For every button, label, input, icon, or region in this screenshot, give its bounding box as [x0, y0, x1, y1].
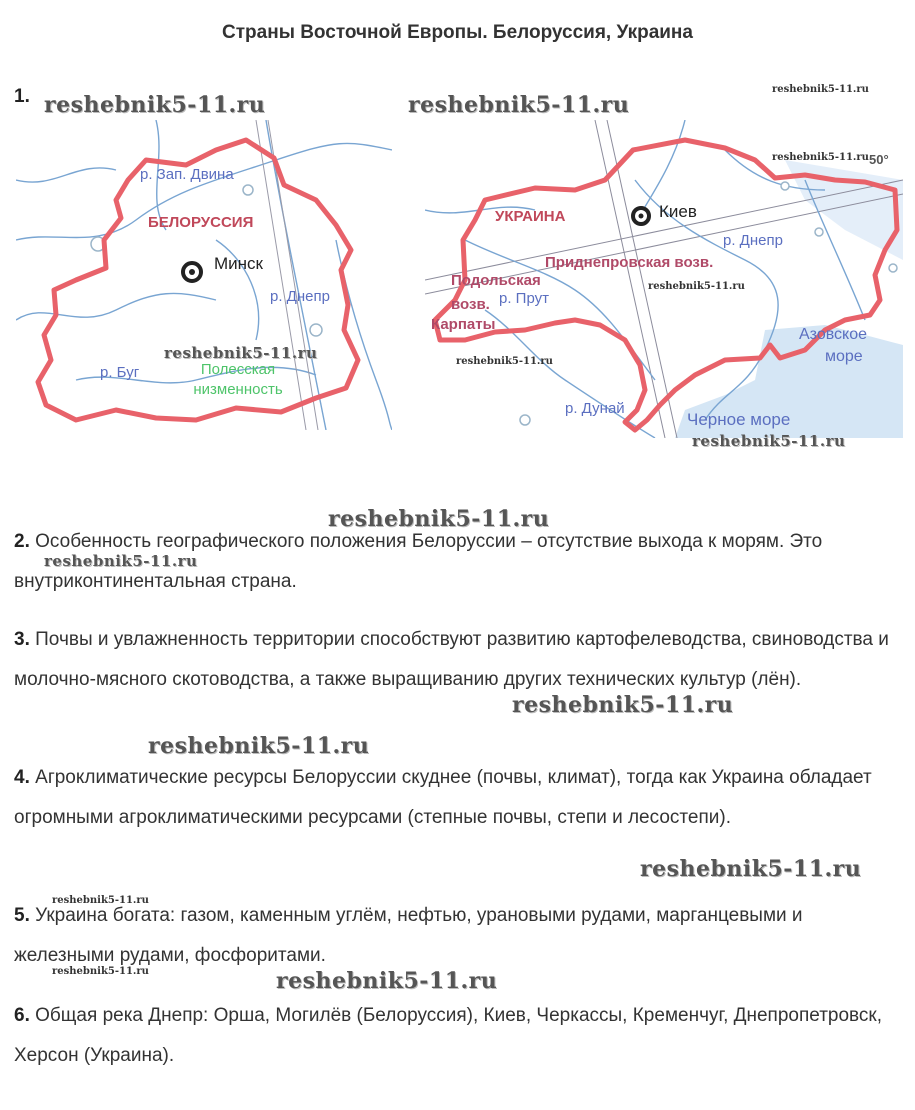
answer-text: Общая река Днепр: Орша, Могилёв (Белоруссия), Киев, Черкассы, Кременчуг, Днепропетровск, Херсон (Украина). — [14, 1005, 883, 1066]
watermark: reshebnik5-11.ru — [692, 432, 846, 450]
watermark: reshebnik5-11.ru — [640, 856, 862, 882]
answer-4 — [14, 758, 894, 838]
belarus-map — [16, 120, 392, 430]
river-dnepr-ua-label: р. Днепр — [723, 232, 783, 249]
polesie-lowland-label: Полесская низменность — [193, 361, 283, 398]
river-bug-label: р. Буг — [100, 364, 140, 381]
answer-text: Почвы и увлажненность территории способствуют развитию картофелеводства, свиноводства и молочно-мясного скотоводства, а также выращиванию других технических культур (лён). — [14, 629, 889, 690]
black-sea-label: Черное море — [687, 410, 791, 429]
answer-number: 5. — [14, 905, 30, 926]
river-zap-dvina-label: р. Зап. Двина — [140, 166, 234, 183]
watermark: reshebnik5-11.ru — [456, 356, 553, 367]
answer-text: Агроклиматические ресурсы Белоруссии скуднее (почвы, климат), тогда как Украина обладает огромными агроклиматическими ресурсами (степные почвы, степи и лесостепи). — [14, 767, 872, 828]
answer-text: Особенность географического положения Белоруссии – отсутствие выхода к морям. Это внутриконтинентальная страна. — [14, 531, 823, 592]
watermark: reshebnik5-11.ru — [52, 895, 149, 906]
minsk-label: Минск — [214, 254, 263, 273]
watermark: reshebnik5-11.ru — [512, 692, 734, 718]
watermark: reshebnik5-11.ru — [648, 281, 745, 292]
river-danube-label: р. Дунай — [565, 400, 625, 417]
watermark: reshebnik5-11.ru — [52, 966, 149, 977]
watermark: reshebnik5-11.ru — [148, 733, 370, 759]
answer-text: Украина богата: газом, каменным углём, нефтью, урановыми рудами, марганцевыми и железными рудами, фосфоритами. — [14, 905, 803, 966]
watermark: reshebnik5-11.ru — [772, 84, 869, 95]
answer-3 — [14, 620, 894, 700]
podolsk-upland-label: Подольская — [451, 272, 541, 289]
dnieper-upland-label: Приднепровская возв. — [545, 254, 714, 271]
river-dnepr-label: р. Днепр — [270, 288, 330, 305]
carpathians-label: Карпаты — [431, 316, 496, 333]
azov-sea-label-2: море — [825, 348, 863, 365]
watermark: reshebnik5-11.ru — [328, 506, 550, 532]
ukraine-map — [425, 120, 903, 438]
parallel-50-label: 50° — [869, 152, 889, 167]
question-number-1: 1. — [14, 86, 30, 107]
answer-number: 4. — [14, 767, 30, 788]
watermark: reshebnik5-11.ru — [772, 152, 869, 163]
watermark: reshebnik5-11.ru — [164, 344, 318, 362]
answer-6 — [14, 996, 894, 1076]
podolsk-upland-label-2: возв. — [451, 296, 490, 313]
answer-2 — [14, 522, 894, 602]
answer-number: 6. — [14, 1005, 30, 1026]
river-prut-label: р. Прут — [499, 290, 550, 307]
azov-sea-label: Азовское — [799, 326, 868, 343]
watermark: reshebnik5-11.ru — [44, 92, 266, 118]
belarus-country-label: БЕЛОРУССИЯ — [148, 214, 254, 231]
answer-number: 2. — [14, 531, 30, 552]
watermark: reshebnik5-11.ru — [276, 968, 498, 994]
answer-5 — [14, 896, 894, 976]
page-title: Страны Восточной Европы. Белоруссия, Украина — [222, 22, 693, 43]
kiev-label: Киев — [659, 202, 697, 221]
answer-number: 3. — [14, 629, 30, 650]
ukraine-country-label: УКРАИНА — [495, 208, 566, 225]
watermark: reshebnik5-11.ru — [44, 552, 198, 570]
watermark: reshebnik5-11.ru — [408, 92, 630, 118]
